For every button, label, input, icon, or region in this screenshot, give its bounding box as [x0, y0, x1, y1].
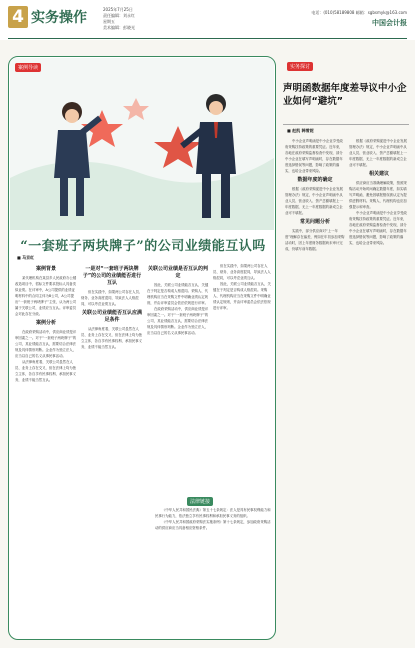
article-author: ■ 马京红 [17, 255, 35, 260]
law-link-tag: 法律链接 [187, 497, 213, 506]
paragraph: 从法律角度看，关联公司虽然在人员、业务上存在交叉，但在法律上均为独立主体，各自享有民事权利、承担民事义务，业绩不能当然互认。 [81, 327, 143, 349]
paragraph: 但在实践中，如果两公司存在人员、财务、业务高度混同，导致法人人格混同，可以考虑业绩互认。 [213, 264, 271, 280]
paragraph: 某代理机构在某县乡人民政府办公楼改造项目中，招标文件要求投标人具备类似业绩。在评审中，A公司提供的业绩证明材料中的合同主体为B公司，A公司提出“一套班子两块牌子”主张，认为两公司属于关联公司，业绩应当互认。评审委员会对此存在分歧。 [15, 276, 77, 316]
subheading: 关联公司业绩是否互认的判定 [147, 266, 208, 279]
text-column-4 [213, 263, 271, 495]
article-tag: 案例导读 [15, 63, 41, 72]
subheading: 案例分析 [35, 320, 56, 326]
right-column-2 [349, 138, 409, 638]
meta-line: 责任编辑：刘永红 [103, 13, 135, 18]
paragraph: 从法律角度看，关联公司虽然在人员、业务上存在交叉，但在法律上均为独立主体，各自享有民事权利、承担民事义务，业绩不能当然互认。 [15, 360, 77, 382]
paragraph: 因此，关联公司业绩能否互认，关键在于判定是否构成人格混同。采购人、代理机构应当在采购文件中明确业绩认定规则，并由评审委员会依法依规进行评审。 [147, 283, 209, 305]
article-headline: “一套班子两块牌子”的公司业绩能互认吗 [20, 239, 266, 254]
subheading: 相关建议 [368, 171, 389, 177]
newspaper-name: 中国会计报 [372, 18, 407, 27]
paragraph: 供应商应当准确理解政策，按照采购活动开始时间确定数据年度，如实填写声明函，避免因填报错误被认定为提供虚假材料。采购人、代理机构也应加强提示和审查。 [349, 181, 407, 209]
contact-info: 电话：(010)58189808 邮箱：sgbsmyk@163.com [311, 10, 407, 15]
paragraph: 但在实践中，如果两公司存在人员、财务、业务高度混同，导致法人人格混同，可以考虑业绩互认。 [81, 290, 143, 306]
right-article-title: 声明函数据年度差导议中小企业如何“避坑” [283, 83, 407, 107]
star-icon [123, 98, 149, 120]
meta-line: 美术编辑：彭晓光 [103, 25, 135, 30]
right-article-tag: 实务探讨 [287, 62, 313, 71]
illustration-business-people-stars [10, 58, 274, 230]
paragraph: 因此，关联公司业绩能否互认，关键在于判定是否构成人格混同。采购人、代理机构应当在采购文件中明确业绩认定规则，并由评审委员会依法依规进行评审。 [213, 282, 271, 310]
paragraph: 中小企业声明函是中小企业享受政府采购扶持政策的重要凭证。近年来，各地在政府采购监督检查中发现，部分中小企业在填写声明函时，存在数据年度选择错误等问题，影响了政策的落实，也给企业带来风险。 [349, 211, 407, 245]
meta-line: 星期五 [103, 19, 115, 24]
paragraph: 在政府采购活动中，供应商业绩是评审因素之一。对于“一套班子两块牌子”的公司，其业绩能否互认，需要结合法律法规及具体情形判断。企业作为独立法人，应当以自己的名义从事民事活动。 [15, 330, 77, 358]
meta-line: 2025年7月25日 [103, 7, 133, 12]
paragraph: 《中华人民共和国政府采购法实施条例》第十七条规定，参加政府采购活动的供应商应当具备相应资格条件。 [155, 520, 271, 530]
feature-article-panel [8, 56, 276, 640]
paragraph: 《中华人民共和国民法典》第五十七条规定：法人是具有民事权利能力和民事行为能力，依法独立享有民事权利和承担民事义务的组织。 [155, 508, 271, 518]
text-column-3 [147, 263, 209, 495]
right-column-1 [285, 138, 345, 638]
paragraph: 在政府采购活动中，供应商业绩是评审因素之一。对于“一套班子两块牌子”的公司，其业绩能否互认，需要结合法律法规及具体情形判断。企业作为独立法人，应当以自己的名义从事民事活动。 [147, 307, 209, 335]
header-rule [8, 38, 407, 39]
page-number: 4 [8, 6, 28, 28]
subheading: 案例背景 [35, 266, 56, 272]
paragraph: 根据《政府采购促进中小企业发展管理办法》规定，中小企业声明函中从业人员、营业收入、资产总额填报上一年度数据，无上一年度数据的新成立企业可不填报。 [285, 187, 343, 215]
paragraph: 实践中，部分供应商对“上一年度”理解存在偏差，例如在年初参加采购活动时，因上年度财务数据尚未审计完成，仍填写前年数据。 [285, 229, 345, 251]
paragraph: 中小企业声明函是中小企业享受政府采购扶持政策的重要凭证。近年来，各地在政府采购监督检查中发现，部分中小企业在填写声明函时，存在数据年度选择错误等问题，影响了政策的落实，也给企业带来风险。 [285, 139, 343, 173]
page-header [0, 0, 415, 40]
section-title: 实务操作 [31, 10, 87, 26]
subheading: 关联公司业绩能否互认应满足条件 [81, 310, 142, 323]
right-article-author: ■ 赵凯 韩雪妮 [287, 128, 314, 133]
law-link-box [155, 507, 271, 635]
text-column-1 [15, 263, 77, 635]
text-column-2 [81, 263, 143, 635]
title-separator [283, 124, 409, 125]
subheading: 数据年度的确定 [297, 177, 333, 183]
subheading: 一是对“一套班子两块牌子”的公司的业绩能否进行互认 [82, 266, 142, 286]
issue-meta [103, 7, 135, 31]
paragraph: 根据《政府采购促进中小企业发展管理办法》规定，中小企业声明函中从业人员、营业收入、资产总额填报上一年度数据，无上一年度数据的新成立企业可不填报。 [349, 139, 407, 167]
subheading: 常见问题分析 [299, 219, 330, 225]
